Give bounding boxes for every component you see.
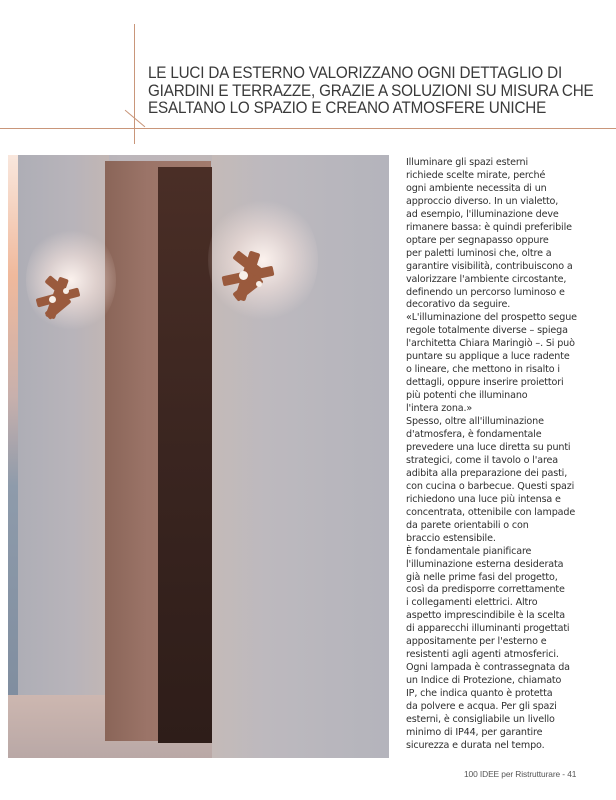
- article-line: dettagli, oppure inserire proiettori: [406, 377, 564, 389]
- article-line: appositamente per l'esterno e: [406, 636, 547, 648]
- article-line: approccio diverso. In un vialetto,: [406, 195, 559, 207]
- article-line: definendo un percorso luminoso e: [406, 286, 565, 298]
- article-line: decorativo da seguire.: [406, 299, 511, 311]
- article-line: da parete orientabili o con: [406, 519, 529, 531]
- article-photo: [8, 155, 389, 758]
- article-line: ogni ambiente necessita di un: [406, 182, 547, 194]
- article-line: valorizzare l'ambiente circostante,: [406, 273, 567, 285]
- article-line: «L'illuminazione del prospetto segue: [406, 312, 577, 324]
- vertical-rule: [134, 24, 135, 144]
- wall-lamp-left-icon: [36, 277, 80, 319]
- article-line: strategici, come il tavolo o l'area: [406, 454, 559, 466]
- headline-line: GIARDINI E TERRAZZE, GRAZIE A SOLUZIONI SU MISURA CHE: [148, 81, 594, 100]
- article-line: IP, che indica quanto è protetta: [406, 688, 553, 700]
- headline-line: ESALTANO LO SPAZIO E CREANO ATMOSFERE UNICHE: [148, 99, 547, 117]
- article-line: o lineare, che mettono in risalto i: [406, 364, 560, 376]
- article-line: rimanere bassa: è quindi preferibile: [406, 221, 572, 233]
- article-line: l'architetta Chiara Maringiò –. Si può: [406, 338, 575, 350]
- article-line: È fondamentale pianificare: [406, 545, 532, 557]
- article-line: concentrata, ottenibile con lampade: [406, 506, 576, 518]
- sky-strip: [8, 155, 18, 758]
- article-line: già nelle prime fasi del progetto,: [406, 571, 558, 583]
- article-line: richiedono una luce più intensa e: [406, 493, 561, 505]
- article-line: richiede scelte mirate, perché: [406, 169, 546, 181]
- article-line: per paletti luminosi che, oltre a: [406, 247, 552, 259]
- article-line: aspetto imprescindibile è la scelta: [406, 610, 565, 622]
- article-line: ad esempio, l'illuminazione deve: [406, 208, 559, 220]
- article-line: Spesso, oltre all'illuminazione: [406, 416, 544, 428]
- article-line: optare per segnapasso oppure: [406, 234, 549, 246]
- doorway-opening: [158, 167, 214, 743]
- article-line: prevedere una luce diretta su punti: [406, 441, 571, 453]
- article-line: più potenti che illuminano: [406, 390, 528, 402]
- article-body: [406, 157, 611, 753]
- wall-lamp-right-icon: [222, 251, 274, 301]
- headline: [148, 64, 594, 118]
- page-footer: 100 IDEE per Ristrutturare - 41: [464, 769, 577, 779]
- diagonal-mark: [125, 110, 146, 127]
- article-line: d'atmosfera, è fondamentale: [406, 429, 542, 441]
- article-line: Ogni lampada è contrassegnata da: [406, 662, 570, 674]
- article-line: sicurezza e durata nel tempo.: [406, 739, 545, 751]
- article-line: puntare su applique a luce radente: [406, 351, 570, 363]
- article-line: braccio estensibile.: [406, 532, 496, 544]
- horizontal-rule: [0, 128, 616, 129]
- article-line: da polvere e acqua. Per gli spazi: [406, 701, 557, 713]
- article-line: un Indice di Protezione, chiamato: [406, 675, 562, 687]
- article-line: adibita alla preparazione dei pasti,: [406, 467, 568, 479]
- article-line: con cucina o barbecue. Questi spazi: [406, 480, 575, 492]
- article-line: di apparecchi illuminanti progettati: [406, 623, 570, 635]
- article-line: minimo di IP44, per garantire: [406, 726, 543, 738]
- headline-line: LE LUCI DA ESTERNO VALORIZZANO OGNI DETTAGLIO DI: [148, 64, 563, 82]
- article-line: regole totalmente diverse – spiega: [406, 325, 568, 337]
- article-line: l'intera zona.»: [406, 403, 473, 415]
- article-line: i collegamenti elettrici. Altro: [406, 597, 538, 609]
- article-line: così da predisporre correttamente: [406, 584, 565, 596]
- article-line: resistenti agli agenti atmosferici.: [406, 649, 559, 661]
- article-line: Illuminare gli spazi esterni: [406, 157, 528, 168]
- article-line: garantire visibilità, contribuiscono a: [406, 260, 573, 272]
- article-line: l'illuminazione esterna desiderata: [406, 558, 564, 570]
- article-line: esterni, è consigliabile un livello: [406, 713, 555, 725]
